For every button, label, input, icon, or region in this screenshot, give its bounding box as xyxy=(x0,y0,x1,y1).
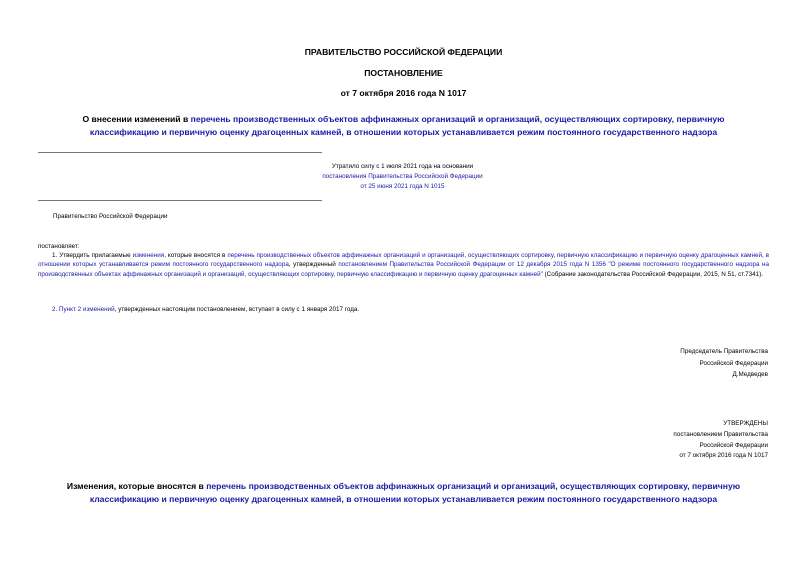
approval-line4: от 7 октября 2016 года N 1017 xyxy=(679,452,768,460)
resolves-word: постановляет: xyxy=(38,243,80,250)
signature-name: Д.Медведев xyxy=(732,371,768,378)
approval-line2: постановлением Правительства xyxy=(673,430,768,438)
title-prefix: О внесении изменений в xyxy=(82,114,191,124)
paragraph-2: 2. Пункт 2 изменений, утвержденных настоящим постановлением, вступает в силу с 1 января 2017 года. xyxy=(52,306,360,313)
changes-title-link[interactable]: перечень производственных объектов аффинажных организаций и организаций, осуществляющих сортировку, первичную классификацию и первичную оценку драгоценных камней, в отношении которых устанавливается режим постоянного государственного надзора xyxy=(89,481,741,504)
changes-link[interactable]: изменения xyxy=(132,252,165,259)
issuer: Правительство Российской Федерации xyxy=(53,213,168,220)
expired-note-link-date[interactable]: от 25 июня 2021 года N 1015 xyxy=(360,183,445,190)
document-title xyxy=(60,113,747,139)
government-heading: ПРАВИТЕЛЬСТВО РОССИЙСКОЙ ФЕДЕРАЦИИ xyxy=(304,47,503,57)
signature-block xyxy=(500,346,768,381)
item-2-link[interactable]: 2. Пункт 2 изменений xyxy=(52,306,115,313)
top-divider xyxy=(38,152,322,153)
signature-position: Председатель Правительства xyxy=(680,348,768,355)
paragraph-1: 1. Утвердить прилагаемые изменения, которые вносятся в перечень производственных объектов аффинажных организаций и организаций, осуществляющих сортировку, первичную классификацию и первичную оценку драгоценных камней, в отношении которых устанавливается режим постоянного государственного надзора, утвержденный постановлением Правительства Российской Федерации от 12 декабря 2015 года N 1356 "О режиме постоянного государственного надзора на производственных объектах аффинажных организаций и организаций, осуществляющих сортировку, первичную классификацию и первичную оценку драгоценных камней" (Собрание законодательства Российской Федерации, 2015, N 51, ст.7341). xyxy=(38,252,769,278)
title-list-link[interactable]: перечень производственных объектов аффинажных организаций и организаций, осуществляющих сортировку, первичную классификацию и первичную оценку драгоценных камней, в отношении которых устанавливается режим постоянного государственного надзора xyxy=(89,114,725,137)
bottom-divider xyxy=(38,200,322,201)
approval-heading: УТВЕРЖДЕНЫ xyxy=(723,420,768,427)
document-date-number: от 7 октября 2016 года N 1017 xyxy=(340,88,467,98)
expired-note-link[interactable]: постановления Правительства Российской Федерации xyxy=(322,173,483,180)
document-type-heading: ПОСТАНОВЛЕНИЕ xyxy=(364,68,443,78)
approval-line3: Российской Федерации xyxy=(699,441,768,449)
resolution-1356-link[interactable]: постановлением Правительства Российской Федерации от 12 декабря 2015 года N 1356 "О режиме постоянного государственного надзора на производственных объектах аффинажных организаций и организаций, осуществляющих сортировку, первичную классификацию и первичную оценку драгоценных камней" xyxy=(38,261,769,278)
changes-title xyxy=(60,480,747,506)
list-link[interactable]: перечень производственных объектов аффинажных организаций и организаций, осуществляющих сортировку, первичную классификацию и первичную оценку драгоценных камней, в отношении которых устанавливается режим постоянного государственного надзора xyxy=(38,252,769,269)
signature-country: Российской Федерации xyxy=(699,359,768,367)
changes-title-prefix: Изменения, которые вносятся в xyxy=(66,481,207,491)
approval-block xyxy=(500,419,768,462)
expired-note-line1: Утратило силу с 1 июля 2021 года на основании xyxy=(331,163,474,170)
expired-note xyxy=(270,162,535,192)
